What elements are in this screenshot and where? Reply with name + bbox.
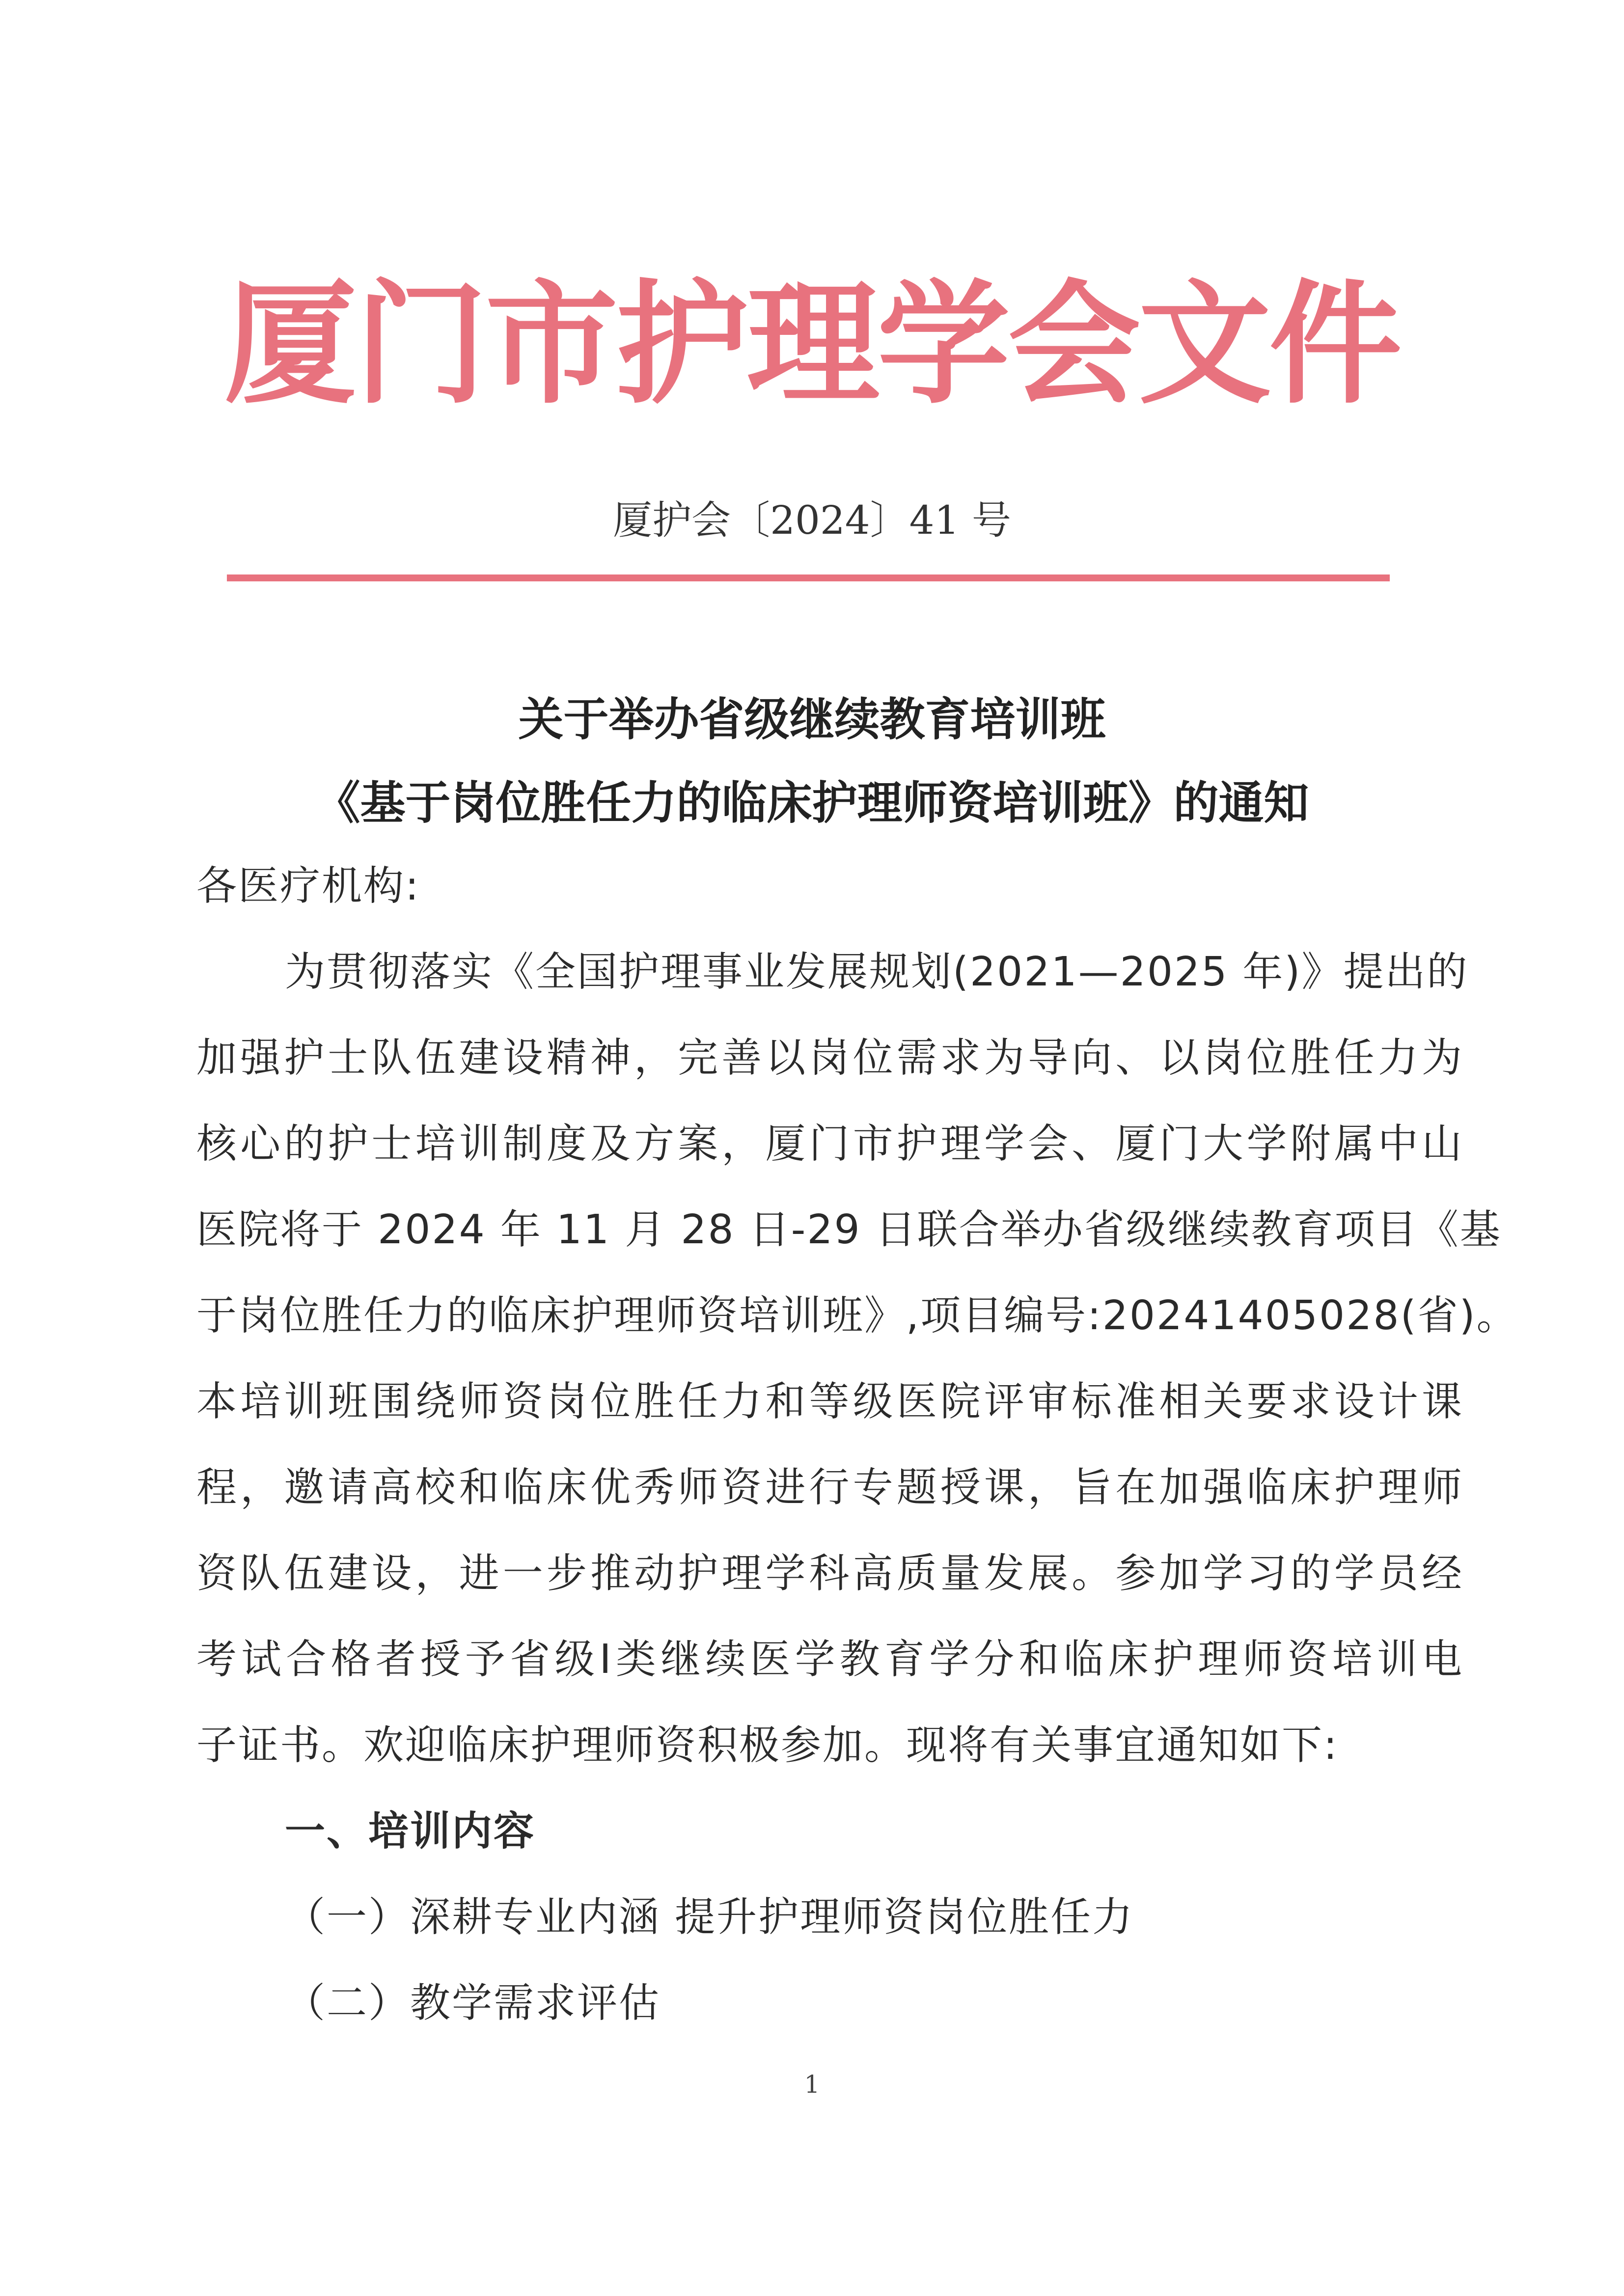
document-number: 厦护会〔2024〕41 号 <box>613 497 1011 543</box>
body-line-7: 程，邀请高校和临床优秀师资进行专题授课，旨在加强临床护理师 <box>196 1464 1463 1511</box>
body-line-1: 为贯彻落实《全国护理事业发展规划(2021—2025 年)》提出的 <box>285 949 1469 995</box>
body-line-4: 医院将于 2024 年 11 月 28 日-29 日联合举办省级继续教育项目《基 <box>196 1206 1502 1253</box>
body-line-2: 加强护士队伍建设精神，完善以岗位需求为导向、以岗位胜任力为 <box>196 1035 1463 1081</box>
page-number: 1 <box>804 2070 820 2099</box>
masthead-title: 厦门市护理学会文件 <box>224 266 1400 422</box>
salutation: 各医疗机构: <box>196 863 420 909</box>
body-line-3: 核心的护士培训制度及方案，厦门市护理学会、厦门大学附属中山 <box>196 1121 1463 1167</box>
list-item-2: （二）教学需求评估 <box>285 1980 661 2026</box>
body-line-8: 资队伍建设，进一步推动护理学科高质量发展。参加学习的学员经 <box>196 1550 1463 1597</box>
body-line-5: 于岗位胜任力的临床护理师资培训班》,项目编号:20241405028(省)。 <box>196 1292 1518 1339</box>
body-line-6: 本培训班围绕师资岗位胜任力和等级医院评审标准相关要求设计课 <box>196 1378 1463 1425</box>
body-line-10: 子证书。欢迎临床护理师资积极参加。现将有关事宜通知如下: <box>196 1722 1339 1769</box>
notice-title-line-2: 《基于岗位胜任力的临床护理师资培训班》的通知 <box>315 776 1309 829</box>
red-divider-line <box>227 574 1390 581</box>
body-line-9: 考试合格者授予省级Ⅰ类继续医学教育学分和临床护理师资培训电 <box>196 1636 1463 1683</box>
section-heading-training-content: 一、培训内容 <box>285 1808 536 1855</box>
list-item-1: （一）深耕专业内涵 提升护理师资岗位胜任力 <box>285 1894 1134 1941</box>
notice-title-line-1: 关于举办省级继续教育培训班 <box>518 693 1106 746</box>
